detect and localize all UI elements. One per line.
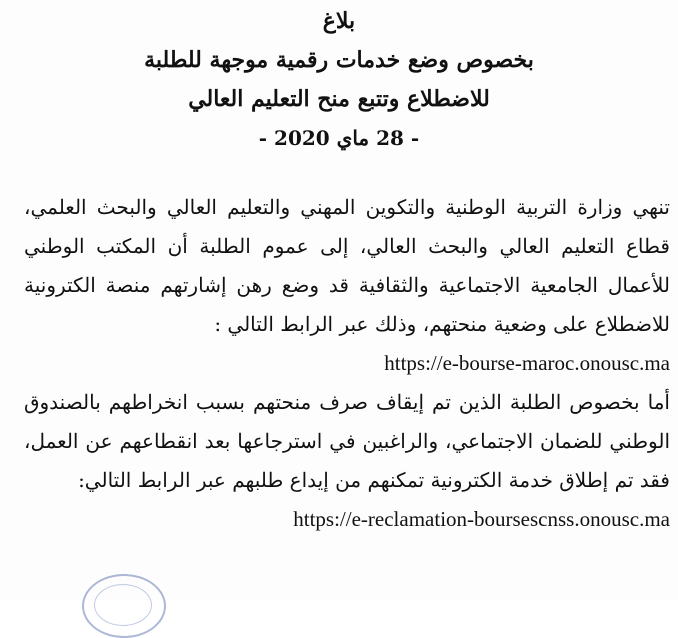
- subject-line-1: بخصوص وضع خدمات رقمية موجهة للطلبة: [144, 47, 534, 73]
- link-e-bourse[interactable]: https://e-bourse-maroc.onousc.ma: [384, 351, 670, 375]
- document-title: بلاغ: [322, 8, 356, 34]
- stamp-inner-ring: [94, 584, 152, 626]
- official-stamp: [82, 574, 166, 638]
- link-e-reclamation[interactable]: https://e-reclamation-boursescnss.onousc.ma: [293, 507, 670, 531]
- subject-line-2: للاضطلاع وتتبع منح التعليم العالي: [188, 86, 490, 112]
- document-header: [0, 2, 678, 158]
- paragraph-1: تنهي وزارة التربية الوطنية والتكوين المهني والتعليم العالي والبحث العلمي، قطاع التعليم العالي والبحث العالي، إلى عموم الطلبة أن المكتب الوطني للأعمال الجامعية الاجتماعية والثقافية قد وضع رهن إشارتهم منصة الكترونية للاضطلاع على وضعية منحتهم، وذلك عبر الرابط التالي :: [24, 195, 670, 336]
- document-date: - 28 ماي 2020 -: [258, 126, 420, 150]
- document-body: [24, 188, 670, 539]
- paragraph-2: أما بخصوص الطلبة الذين تم إيقاف صرف منحتهم بسبب انخراطهم بالصندوق الوطني للضمان الاجتماعي، والراغبين في استرجاعها بعد انقطاعهم عن العمل، فقد تم إطلاق خدمة الكترونية تمكنهم من إيداع طلبهم عبر الرابط التالي:: [24, 390, 670, 492]
